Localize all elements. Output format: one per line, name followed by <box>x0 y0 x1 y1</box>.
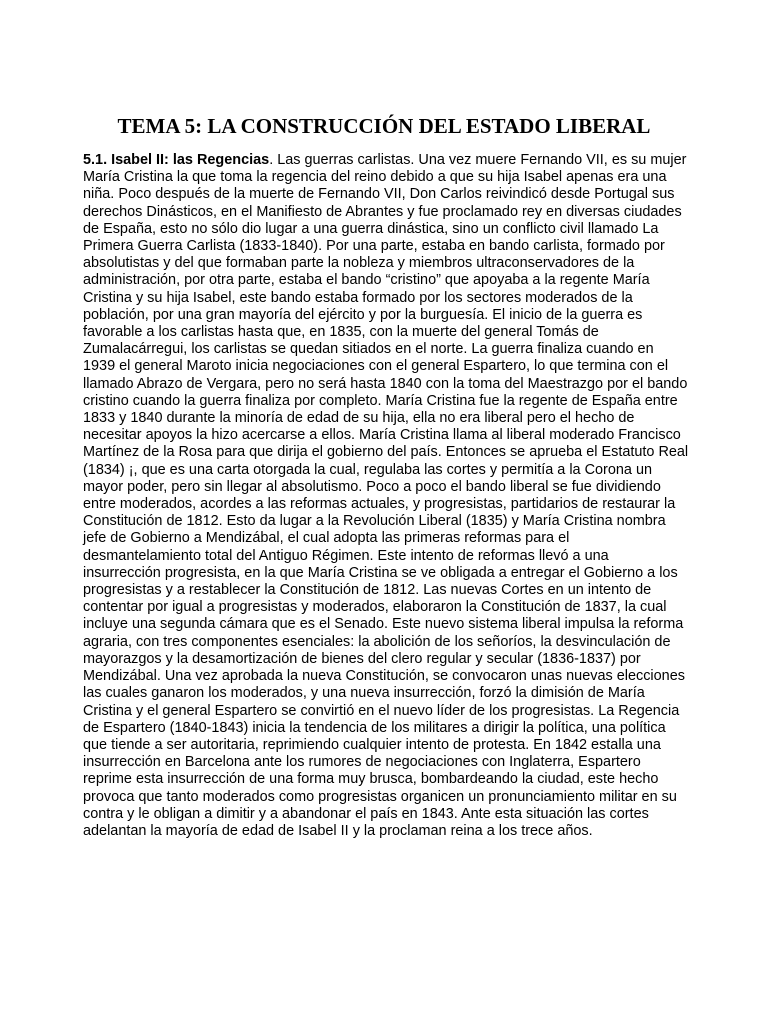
section-body-text: . Las guerras carlistas. Una vez muere Fernando VII, es su mujer María Cristina la que toma la regencia del reino debido a que su hija Isabel apenas era una niña. Poco después de la muerte de Fernando VII, Don Carlos reivindicó desde Portugal sus derechos Dinásticos, en el Manifiesto de Abrantes y fue proclamado rey en diversas ciudades de España, esto no sólo dio lugar a una guerra dinástica, sino un conflicto civil llamado La Primera Guerra Carlista (1833-1840). Por una parte, estaba en bando carlista, formado por absolutistas y del que formaban parte la nobleza y miembros ultraconservadores de la administración, por otra parte, estaba el bando “cristino” que apoyaba a la regente María Cristina y su hija Isabel, este bando estaba formado por los sectores moderados de la población, por una gran mayoría del ejército y por la burguesía. El inicio de la guerra es favorable a los carlistas hasta que, en 1835, con la muerte del general Tomás de Zumalacárregui, los carlistas se quedan sitiados en el norte. La guerra finaliza cuando en 1939 el general Maroto inicia negociaciones con el general Espartero, lo que termina con el llamado Abrazo de Vergara, pero no será hasta 1840 con la toma del Maestrazgo por el bando cristino cuando la guerra finaliza por completo. María Cristina fue la regente de España entre 1833 y 1840 durante la minoría de edad de su hija, ella no era liberal pero el hecho de necesitar apoyos la hizo acercarse a ellos. María Cristina llama al liberal moderado Francisco Martínez de la Rosa para que dirija el gobierno del país. Entonces se aprueba el Estatuto Real (1834) ¡, que es una carta otorgada la cual, regulaba las cortes y permitía a la Corona un mayor poder, pero sin llegar al absolutismo. Poco a poco el bando liberal se fue dividiendo entre moderados, acordes a las reformas actuales, y progresistas, partidarios de restaurar la Constitución de 1812. Esto da lugar a la Revolución Liberal (1835) y María Cristina nombra jefe de Gobierno a Mendizábal, el cual adopta las primeras reformas para el desmantelamiento total del Antiguo Régimen. Este intento de reformas llevó a una insurrección progresista, en la que María Cristina se ve obligada a entregar el Gobierno a los progresistas y a restablecer la Constitución de 1812. Las nuevas Cortes en un intento de contentar por igual a progresistas y moderados, elaboraron la Constitución de 1837, la cual incluye una segunda cámara que es el Senado. Este nuevo sistema liberal impulsa la reforma agraria, con tres componentes esenciales: la abolición de los señoríos, la desvinculación de mayorazgos y la desamortización de bienes del clero regular y secular (1836-1837) por Mendizábal. Una vez aprobada la nueva Constitución, se convocaron unas nuevas elecciones las cuales ganaron los moderados, y una nueva insurrección, forzó la dimisión de María Cristina y el general Espartero se convirtió en el nuevo líder de los progresistas. La Regencia de Espartero (1840-1843) inicia la tendencia de los militares a dirigir la política, una política que tiende a ser autoritaria, reprimiendo cualquier intento de protesta. En 1842 estalla una insurrección en Barcelona ante los rumores de negociaciones con Inglaterra, Espartero reprime esta insurrección de una forma muy brusca, bombardeando la ciudad, este hecho provoca que tanto moderados como progresistas organicen un pronunciamiento militar en su contra y le obligan a dimitir y a abandonar el país en 1843. Ante esta situación las cortes adelantan la mayoría de edad de Isabel II y la proclaman reina a los trece años. <box>83 152 689 839</box>
section-paragraph <box>83 152 689 840</box>
document-title: TEMA 5: LA CONSTRUCCIÓN DEL ESTADO LIBERAL <box>117 114 651 138</box>
section-heading: 5.1. Isabel II: las Regencias <box>83 152 270 168</box>
